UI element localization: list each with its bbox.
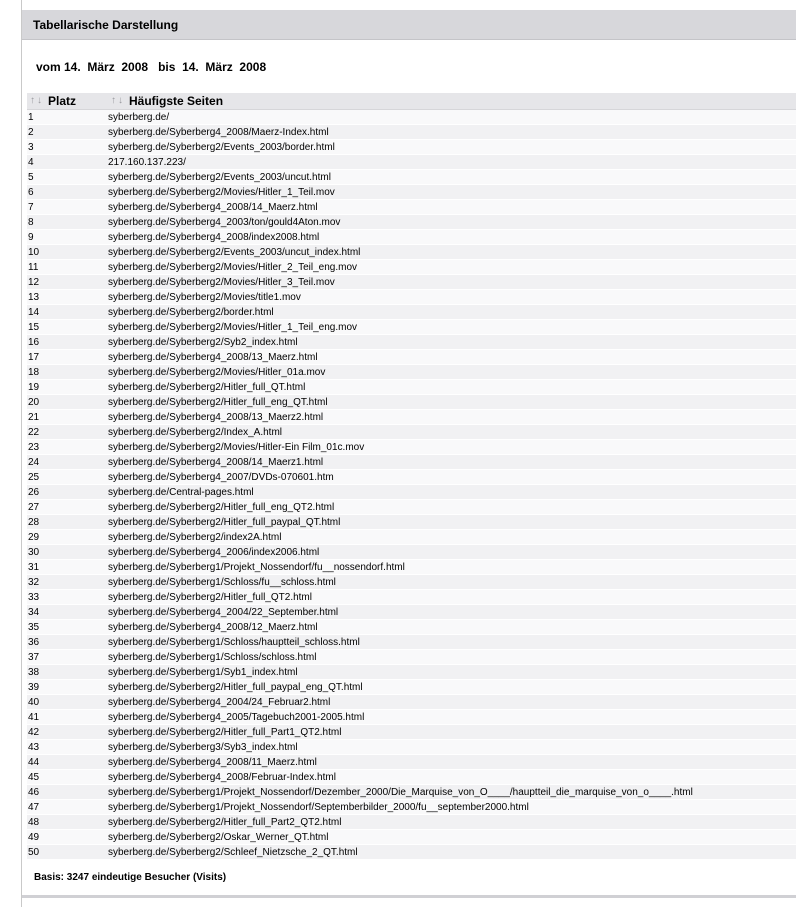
page-cell: syberberg.de/Syberberg1/Schloss/hauptteil_schloss.html: [108, 637, 360, 648]
table-row: [27, 305, 796, 320]
page-cell: syberberg.de/Syberberg2/Hitler_full_eng_QT2.html: [108, 502, 335, 513]
rank-cell: 48: [28, 817, 40, 828]
rank-cell: 49: [28, 832, 40, 843]
table-row: [27, 365, 796, 380]
rank-cell: 50: [28, 847, 40, 858]
page-cell: syberberg.de/Syberberg4_2005/Tagebuch2001-2005.html: [108, 712, 365, 723]
page-cell: syberberg.de/Syberberg2/Hitler_full_QT2.html: [108, 592, 312, 603]
table-row: [27, 590, 796, 605]
table-row: [27, 545, 796, 560]
table-row: [27, 815, 796, 830]
rank-cell: 2: [28, 127, 34, 138]
rank-cell: 41: [28, 712, 40, 723]
rank-cell: 47: [28, 802, 40, 813]
table-row: [27, 650, 796, 665]
table-row: [27, 185, 796, 200]
table-row: [27, 275, 796, 290]
page-cell: syberberg.de/Syberberg1/Projekt_Nossendorf/Septemberbilder_2000/fu__september2000.html: [108, 802, 529, 813]
rank-cell: 30: [28, 547, 40, 558]
page-cell: syberberg.de/Syberberg2/Schleef_Nietzsche_2_QT.html: [108, 847, 358, 858]
page-cell: syberberg.de/Syberberg4_2004/24_Februar2.html: [108, 697, 331, 708]
rank-cell: 6: [28, 187, 34, 198]
rank-cell: 12: [28, 277, 40, 288]
table-row: [27, 320, 796, 335]
table-row: [27, 515, 796, 530]
rank-cell: 21: [28, 412, 40, 423]
rank-cell: 43: [28, 742, 40, 753]
table-row: [27, 785, 796, 800]
rank-cell: 31: [28, 562, 40, 573]
rank-sort-controls: [30, 96, 42, 106]
table-row: [27, 755, 796, 770]
page-cell: 217.160.137.223/: [108, 157, 186, 168]
table-row: [27, 170, 796, 185]
table-row: [27, 770, 796, 785]
table-row: [27, 410, 796, 425]
basis-note: Basis: 3247 eindeutige Besucher (Visits): [34, 872, 227, 883]
top-pages-table: [27, 93, 796, 860]
rank-cell: 25: [28, 472, 40, 483]
rank-cell: 5: [28, 172, 34, 183]
bottom-border: [22, 895, 796, 898]
page-cell: syberberg.de/Syberberg4_2004/22_September.html: [108, 607, 339, 618]
panel-title: Tabellarische Darstellung: [22, 10, 796, 40]
table-row: [27, 830, 796, 845]
page-cell: syberberg.de/Syberberg4_2003/ton/gould4Aton.mov: [108, 217, 341, 228]
page-cell: syberberg.de/Syberberg4_2008/13_Maerz2.html: [108, 412, 324, 423]
table-row: [27, 500, 796, 515]
table-row: [27, 155, 796, 170]
page-cell: syberberg.de/Syberberg2/Events_2003/uncut_index.html: [108, 247, 361, 258]
page-cell: syberberg.de/Syberberg4_2008/13_Maerz.html: [108, 352, 318, 363]
table-row: [27, 350, 796, 365]
table-row: [27, 665, 796, 680]
table-row: [27, 425, 796, 440]
page-cell: syberberg.de/Syberberg2/Movies/Hitler_1_Teil.mov: [108, 187, 335, 198]
page-cell: syberberg.de/Central-pages.html: [108, 487, 254, 498]
page-cell: syberberg.de/Syberberg2/Oskar_Werner_QT.html: [108, 832, 329, 843]
table-row: [27, 440, 796, 455]
page-cell: syberberg.de/Syberberg2/Index_A.html: [108, 427, 282, 438]
page-cell: syberberg.de/Syberberg2/Movies/Hitler_1_Teil_eng.mov: [108, 322, 358, 333]
rank-cell: 13: [28, 292, 40, 303]
table-row: [27, 335, 796, 350]
rank-cell: 40: [28, 697, 40, 708]
page-cell: syberberg.de/Syberberg2/Hitler_full_eng_QT.html: [108, 397, 328, 408]
page-cell: syberberg.de/Syberberg2/Hitler_full_Part1_QT2.html: [108, 727, 342, 738]
rank-cell: 35: [28, 622, 40, 633]
rank-cell: 42: [28, 727, 40, 738]
page-cell: syberberg.de/Syberberg2/Hitler_full_paypal_eng_QT.html: [108, 682, 363, 693]
rank-cell: 7: [28, 202, 34, 213]
table-row: [27, 800, 796, 815]
rank-cell: 9: [28, 232, 34, 243]
page-cell: syberberg.de/Syberberg2/Hitler_full_paypal_QT.html: [108, 517, 341, 528]
rank-column-header[interactable]: [27, 93, 108, 109]
rank-cell: 28: [28, 517, 40, 528]
rank-cell: 34: [28, 607, 40, 618]
rank-cell: 29: [28, 532, 40, 543]
page-header-label: Häufigste Seiten: [129, 94, 224, 108]
rank-cell: 38: [28, 667, 40, 678]
table-row: [27, 605, 796, 620]
rank-cell: 14: [28, 307, 40, 318]
table-row: [27, 695, 796, 710]
page-cell: syberberg.de/Syberberg2/border.html: [108, 307, 274, 318]
rank-cell: 26: [28, 487, 40, 498]
table-row: [27, 455, 796, 470]
rank-cell: 46: [28, 787, 40, 798]
page-cell: syberberg.de/Syberberg1/Projekt_Nossendorf/Dezember_2000/Die_Marquise_von_O____/hauptteil_die_marquise_von_o____.html: [108, 787, 693, 798]
page-cell: syberberg.de/Syberberg4_2008/Februar-Index.html: [108, 772, 336, 783]
statistics-panel: [22, 10, 796, 897]
rank-cell: 44: [28, 757, 40, 768]
rank-cell: 18: [28, 367, 40, 378]
sort-descending-icon[interactable]: ↓: [118, 95, 123, 106]
table-row: [27, 485, 796, 500]
table-row: [27, 140, 796, 155]
rank-cell: 20: [28, 397, 40, 408]
rank-cell: 19: [28, 382, 40, 393]
rank-cell: 16: [28, 337, 40, 348]
page-cell: syberberg.de/Syberberg4_2008/Maerz-Index.html: [108, 127, 329, 138]
page-cell: syberberg.de/Syberberg1/Schloss/schloss.html: [108, 652, 317, 663]
page-cell: syberberg.de/: [108, 112, 170, 123]
page-cell: syberberg.de/Syberberg4_2008/12_Maerz.html: [108, 622, 318, 633]
table-row: [27, 740, 796, 755]
table-row: [27, 215, 796, 230]
page-cell: syberberg.de/Syberberg2/Movies/Hitler_3_Teil.mov: [108, 277, 335, 288]
table-row: [27, 245, 796, 260]
date-range: vom 14. März 2008 bis 14. März 2008: [36, 60, 267, 74]
table-row: [27, 845, 796, 860]
sort-descending-icon[interactable]: ↓: [37, 95, 42, 106]
rank-cell: 11: [28, 262, 39, 273]
page-cell: syberberg.de/Syberberg4_2008/11_Maerz.html: [108, 757, 317, 768]
page-sort-controls: [111, 96, 123, 106]
table-row: [27, 125, 796, 140]
table-header: [27, 93, 796, 110]
table-row: [27, 725, 796, 740]
rank-cell: 39: [28, 682, 40, 693]
rank-cell: 3: [28, 142, 34, 153]
rank-cell: 36: [28, 637, 40, 648]
page-cell: syberberg.de/Syberberg2/Movies/Hitler_01a.mov: [108, 367, 326, 378]
rank-cell: 8: [28, 217, 34, 228]
rank-cell: 10: [28, 247, 40, 258]
page-cell: syberberg.de/Syberberg2/Events_2003/uncut.html: [108, 172, 331, 183]
rank-cell: 17: [28, 352, 40, 363]
page-cell: syberberg.de/Syberberg4_2008/14_Maerz.html: [108, 202, 318, 213]
page-cell: syberberg.de/Syberberg1/Projekt_Nossendorf/fu__nossendorf.html: [108, 562, 405, 573]
rank-cell: 15: [28, 322, 40, 333]
page-cell: syberberg.de/Syberberg2/Hitler_full_Part2_QT2.html: [108, 817, 342, 828]
sort-ascending-icon[interactable]: ↑: [111, 95, 116, 106]
rank-cell: 1: [28, 112, 34, 123]
table-row: [27, 290, 796, 305]
table-row: [27, 380, 796, 395]
page-cell: syberberg.de/Syberberg2/Movies/Hitler-Ein Film_01c.mov: [108, 442, 365, 453]
rank-cell: 33: [28, 592, 40, 603]
table-row: [27, 110, 796, 125]
page-cell: syberberg.de/Syberberg2/Movies/title1.mov: [108, 292, 301, 303]
table-row: [27, 710, 796, 725]
table-row: [27, 470, 796, 485]
rank-cell: 32: [28, 577, 40, 588]
table-row: [27, 620, 796, 635]
page-cell: syberberg.de/Syberberg4_2008/index2008.html: [108, 232, 320, 243]
table-body: [27, 110, 796, 860]
table-row: [27, 200, 796, 215]
page-cell: syberberg.de/Syberberg2/index2A.html: [108, 532, 282, 543]
table-row: [27, 575, 796, 590]
rank-header-label: Platz: [48, 94, 77, 108]
page-cell: syberberg.de/Syberberg4_2006/index2006.html: [108, 547, 320, 558]
rank-cell: 22: [28, 427, 40, 438]
page-cell: syberberg.de/Syberberg1/Schloss/fu__schloss.html: [108, 577, 336, 588]
table-row: [27, 560, 796, 575]
rank-cell: 27: [28, 502, 40, 513]
rank-cell: 45: [28, 772, 40, 783]
table-row: [27, 260, 796, 275]
page-column-header[interactable]: [108, 93, 796, 109]
table-row: [27, 635, 796, 650]
page-cell: syberberg.de/Syberberg4_2008/14_Maerz1.html: [108, 457, 324, 468]
page-cell: syberberg.de/Syberberg3/Syb3_index.html: [108, 742, 298, 753]
rank-cell: 37: [28, 652, 40, 663]
page-cell: syberberg.de/Syberberg2/Movies/Hitler_2_Teil_eng.mov: [108, 262, 358, 273]
table-row: [27, 395, 796, 410]
table-row: [27, 680, 796, 695]
rank-cell: 4: [28, 157, 34, 168]
page-cell: syberberg.de/Syberberg4_2007/DVDs-070601.htm: [108, 472, 334, 483]
rank-cell: 24: [28, 457, 40, 468]
page-cell: syberberg.de/Syberberg2/Syb2_index.html: [108, 337, 298, 348]
page-cell: syberberg.de/Syberberg1/Syb1_index.html: [108, 667, 298, 678]
sort-ascending-icon[interactable]: ↑: [30, 95, 35, 106]
table-row: [27, 530, 796, 545]
table-row: [27, 230, 796, 245]
rank-cell: 23: [28, 442, 40, 453]
page-cell: syberberg.de/Syberberg2/Hitler_full_QT.html: [108, 382, 306, 393]
page-cell: syberberg.de/Syberberg2/Events_2003/border.html: [108, 142, 335, 153]
